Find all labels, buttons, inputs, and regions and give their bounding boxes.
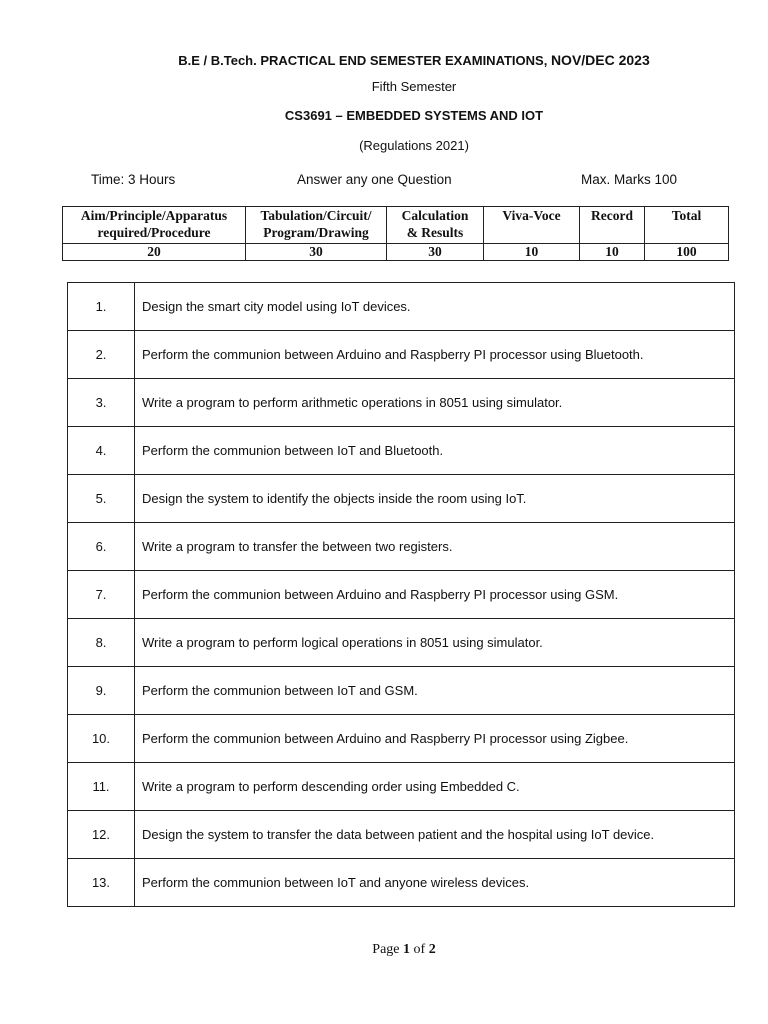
question-text: Perform the communion between IoT and GSM. — [135, 667, 735, 715]
question-number: 13. — [68, 859, 135, 907]
marks-header-row — [63, 207, 729, 244]
questions-table — [67, 282, 735, 907]
question-row — [68, 859, 735, 907]
question-text: Perform the communion between Arduino and Raspberry PI processor using Zigbee. — [135, 715, 735, 763]
question-number: 4. — [68, 427, 135, 475]
regulations-label: (Regulations 2021) — [359, 138, 469, 153]
page-total: 2 — [428, 942, 436, 957]
question-number: 10. — [68, 715, 135, 763]
question-text: Perform the communion between Arduino and Raspberry PI processor using GSM. — [135, 571, 735, 619]
question-row — [68, 811, 735, 859]
question-row — [68, 475, 735, 523]
marks-header-cell — [484, 207, 580, 244]
question-row — [68, 763, 735, 811]
marks-header-line: Total — [671, 208, 702, 223]
question-row — [68, 523, 735, 571]
question-text: Perform the communion between IoT and anyone wireless devices. — [135, 859, 735, 907]
marks-header-cell — [387, 207, 484, 244]
question-text: Design the system to identify the objects inside the room using IoT. — [135, 475, 735, 523]
of-word: of — [410, 942, 429, 957]
marks-header-cell — [63, 207, 246, 244]
exam-title-main: B.E / B.Tech. PRACTICAL END SEMESTER EXAMINATIONS, — [178, 53, 551, 68]
marks-header-line: Record — [591, 208, 633, 223]
marks-header-cell — [580, 207, 645, 244]
marks-header-cell — [645, 207, 729, 244]
time-label: Time: 3 Hours — [91, 172, 176, 187]
page-number: 1 — [403, 942, 411, 957]
marks-header-line: Calculation — [401, 208, 469, 223]
marks-header-cell — [246, 207, 387, 244]
question-row — [68, 667, 735, 715]
instruction-label: Answer any one Question — [297, 172, 452, 187]
question-text: Write a program to transfer the between two registers. — [135, 523, 735, 571]
marks-header-line: Tabulation/Circuit/ — [260, 208, 372, 223]
marks-header-line: Aim/Principle/Apparatus — [80, 208, 228, 223]
question-text: Perform the communion between IoT and Bluetooth. — [135, 427, 735, 475]
marks-header-line: required/Procedure — [97, 225, 211, 240]
question-text: Write a program to perform arithmetic operations in 8051 using simulator. — [135, 379, 735, 427]
marks-value-cell: 10 — [484, 244, 580, 261]
question-number: 2. — [68, 331, 135, 379]
page-word: Page — [372, 942, 404, 957]
question-text: Perform the communion between Arduino and Raspberry PI processor using Bluetooth. — [135, 331, 735, 379]
marks-values-row — [63, 244, 729, 261]
exam-title — [30, 52, 768, 68]
marks-header-line: & Results — [406, 225, 464, 240]
semester-label: Fifth Semester — [371, 79, 457, 94]
marks-header-line: Program/Drawing — [263, 225, 369, 240]
max-marks-label: Max. Marks 100 — [581, 172, 678, 187]
question-row — [68, 427, 735, 475]
marks-value-cell: 20 — [63, 244, 246, 261]
question-row — [68, 283, 735, 331]
marks-value-cell: 30 — [387, 244, 484, 261]
question-number: 7. — [68, 571, 135, 619]
question-row — [68, 331, 735, 379]
question-text: Design the system to transfer the data between patient and the hospital using IoT device. — [135, 811, 735, 859]
question-number: 12. — [68, 811, 135, 859]
marks-header-line: Viva-Voce — [502, 208, 561, 223]
question-row — [68, 379, 735, 427]
question-row — [68, 571, 735, 619]
marks-value-cell: 10 — [580, 244, 645, 261]
exam-title-date: NOV/DEC 2023 — [550, 52, 650, 68]
marks-distribution-table — [62, 206, 729, 261]
question-text: Write a program to perform descending order using Embedded C. — [135, 763, 735, 811]
question-number: 9. — [68, 667, 135, 715]
course-title: CS3691 – EMBEDDED SYSTEMS AND IOT — [284, 108, 544, 123]
marks-value-cell: 30 — [246, 244, 387, 261]
question-row — [68, 619, 735, 667]
question-number: 5. — [68, 475, 135, 523]
marks-value-cell: 100 — [645, 244, 729, 261]
question-number: 8. — [68, 619, 135, 667]
question-number: 11. — [68, 763, 135, 811]
page-footer — [0, 942, 768, 958]
question-text: Design the smart city model using IoT devices. — [135, 283, 735, 331]
question-row — [68, 715, 735, 763]
question-number: 3. — [68, 379, 135, 427]
question-text: Write a program to perform logical operations in 8051 using simulator. — [135, 619, 735, 667]
question-number: 1. — [68, 283, 135, 331]
question-number: 6. — [68, 523, 135, 571]
